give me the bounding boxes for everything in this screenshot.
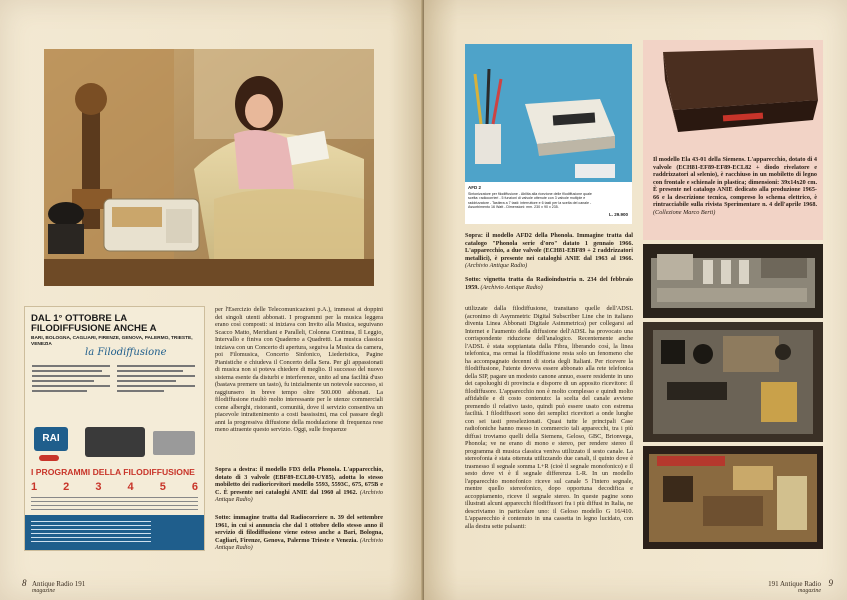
right-body-text: utilizzate dalla filodiffusione, transitano quelle dell'ADSL (acronimo di Asymmetric Digital Subscriber Line che in italiano diventa Linea Abbonati Digitale Asimmetrica) per collegarsi ad Internet e l'aumento della diffusione dell'ADSL ha provocato una corrispondente riduzione dell'analogico. Recentemente anche l'ADSL è stata soppiantata dalla Fibra, liberando così, la linea telefonica, ma ormai la filodiffusione resta solo un fenomeno che ha accompagnato decenni di storia degli Italiani. Per ricevere la filodiffusione, l'utente doveva essere abbonato alla rete telefonica della SIP, pagare un modesto canone annuo, essere residente in uno dei capoluoghi di provincia e disporre di un apposito ricevitore: il filodiffusore. L'apparecchio non è molto complesso e quindi molto affidabile e di costo contenuto: la scelta del canale avviene premendo il relativo tasto, quindi può essere usato con estrema facilità. I filodiffusori sono dei semplici ricevitori a onde lunghe con sei tasti preselezionati. Quasi tutte le principali Case radiofoniche hanno messo in commercio tali apparecchi, tra i più diffusi troviamo quelli della Siemens, Geloso, GBC, Brionvega, Phonola; ve ne erano di mono e stereo, per rendere stereo il programma di musica classica veniva utilizzato il sesto canale. La stereofonia è stata ottenuta utilizzando due canali, il quinto dove è trasmesso il segnale somma L+R (cioè il segnale monofonico) e il sesto dove vi è il segnale differenza L-R. In un modello l'apparecchio monofonico riceve sul canale 5 l'intero segnale, mentre quello stereofonico, dopo opportuna decodifica e accoppiamento, riceve il segnale stereo. In queste pagine sono illustrati alcuni apparecchi filodiffusori fra i più diffusi in Italia, ne descriviamo in particolare uno: il Geloso modello G 16/410. L'apparecchio è contenuto in una cassetta in legno lucidato, con alla destra sette pulsanti: bbox=[465, 305, 633, 530]
caption-afd2: Sopra: il modello AFD2 della Phonola. Immagine tratta dal catalogo "Phonola serie d'oro" datato 1 gennaio 1966. L'apparecchio, a due valvole (ECH81-EBF89 + 2 raddrizzatori metallici), è presente nei cataloghi ANIE dal 1963 al 1966. (Archivio Antique Radio) bbox=[465, 232, 633, 269]
caption-credit: (Archivio Antique Radio) bbox=[465, 262, 528, 269]
program-number: 1 bbox=[31, 481, 38, 493]
footer-magazine: magazine bbox=[32, 588, 55, 594]
ad-body-text-left bbox=[32, 362, 110, 422]
caption-credit: (Archivio Antique Radio) bbox=[215, 488, 384, 503]
program-number: 4 bbox=[127, 481, 134, 493]
ad-phone-icon bbox=[39, 455, 59, 461]
footer-magazine: magazine bbox=[798, 588, 821, 594]
caption-credit: (Collezione Marco Berti) bbox=[653, 208, 716, 216]
photo-chassis-3 bbox=[643, 446, 823, 549]
ad-device-icon bbox=[153, 431, 195, 455]
rai-logo: RAI bbox=[34, 427, 68, 451]
footer-title: Antique Radio 191 bbox=[32, 580, 86, 588]
afd2-label: AFD 2 bbox=[468, 185, 482, 190]
footer-title: 191 Antique Radio bbox=[768, 580, 821, 588]
photo-woman-reading bbox=[44, 49, 374, 286]
photo-chassis-2 bbox=[643, 322, 823, 442]
ad-radio-icon bbox=[85, 427, 145, 457]
afd2-description: Sintonizzatore per filodiffusione - Abilita alla ricezione delle filodiffusione quale scelta: radiocorrieri - 5 funzioni di valvole ottenute con 3 valvole multiple e raddrizzatore - Tastiera a 7 tasti: interruttore e 6 tasti per la scelta del canale - Assorbimento 16 Watt - Dimensioni: mm. 230 x 90 x 235. bbox=[468, 192, 592, 210]
program-number: 3 bbox=[95, 481, 102, 493]
caption-fd3: Sopra a destra: il modello FD3 della Phonola. L'apparecchio, dotato di 3 valvole (EBF89-ECL80-UY85), adotta lo stesso mobiletto dei radioricevitori modello 5593, 5593C, 675, 675B e C. È presente nei cataloghi ANIE dal 1960 al 1962. (Archivio Antique Radio) bbox=[215, 466, 384, 503]
caption-credit: (Archivio Antique Radio) bbox=[480, 283, 543, 291]
left-body-text: per l'Esercizio delle Telecomunicazioni p.A.), immessi ai doppini dei singoli utenti abbonati. I programmi per la musica leggera erano così composti: si iniziava con Invito alla Musica, seguivano Scacco Matto, Meridiani e Paralleli, Colonna Continua, Il Leggio, Intervallo e finiva con Quaderno a Quadretti. La musica classica iniziava con un Concerto di apertura, seguiva la Musica da camera, poi Filomusica, Concerto Sinfonico, Liederistica, Pagine Pianistiche e chiudeva il Concerto della Sera. Per gli appassionati di musica non si poteva chiedere di meglio. Il successo del nuovo sistema esente da disturbi e interferenze, unito ad una facilità d'uso (bastava premere un tasto), fu inizialmente un notevole successo, si raggiunsero in breve tempo oltre 500.000 abbonati. La filodiffusione risultò molto interessante per le utenze commerciali come alberghi, ristoranti, comunità, dove il servizio consentiva un piacevole intrattenimento a costi bassissimi, ma col passare degli anni la progressiva diffusione della modulazione di frequenza rese meno attraente questo servizio. Oggi, sulle frequenze bbox=[215, 306, 383, 433]
caption-radiocorriere: Sotto: immagine tratta dal Radiocorriere n. 39 del settembre 1961, in cui si annuncia che dal 1 ottobre dello stesso anno il servizio di filodiffusione viene esteso anche a Bari, Bologna, Cagliari, Firenze, Genova, Palermo Trieste e Venezia. (Archivio Antique Radio) bbox=[215, 514, 384, 551]
ad-blue-footer bbox=[25, 515, 204, 550]
ad-program-lines bbox=[31, 497, 198, 513]
caption-vignetta: Sotto: vignetta tratta da Radioindustria n. 234 del febbraio 1959. (Archivio Antique Radio) bbox=[465, 276, 633, 291]
footer-left bbox=[32, 580, 85, 594]
ad-cities: BARI, BOLOGNA, CAGLIARI, FIRENZE, GENOVA, PALERMO, TRIESTE, VENEZIA bbox=[31, 336, 193, 347]
caption-siemens: Il modello Ela 43-01 della Siemens. L'apparecchio, dotato di 4 valvole (ECH81-EF89-EF89-ECL82 + diodo rivelatore e raddrizzatori al selenio), è racchiuso in un mobiletto di legno con frontale e schienale in plastica; dimensioni: 39x14x20 cm. È presente nel catalogo ANIE dedicato alla produzione 1965-66 e la descrizione tecnica, compreso lo schema elettrico, è rintracciabile sulla rivista Sperimentare n. 4 dell'aprile 1968. (Collezione Marco Berti) bbox=[653, 156, 817, 216]
program-number: 2 bbox=[63, 481, 70, 493]
afd2-price: L. 29.900 bbox=[608, 212, 628, 217]
siemens-box bbox=[643, 40, 823, 240]
caption-credit: (Archivio Antique Radio) bbox=[215, 536, 384, 551]
footer-right bbox=[768, 580, 821, 594]
photo-afd2-catalog bbox=[465, 44, 632, 224]
ad-body-text-right bbox=[117, 362, 195, 422]
page-number-left: 8 bbox=[22, 578, 27, 588]
ad-headline: DAL 1° OTTOBRE LA FILODIFFUSIONE ANCHE A bbox=[31, 313, 157, 334]
ad-programs-title: I PROGRAMMI DELLA FILODIFFUSIONE bbox=[31, 467, 195, 477]
filodiffusione-ad bbox=[24, 306, 205, 551]
right-page bbox=[424, 0, 847, 600]
photo-chassis-1 bbox=[643, 244, 823, 318]
ad-program-numbers bbox=[31, 481, 198, 493]
program-number: 6 bbox=[191, 481, 198, 493]
left-page bbox=[0, 0, 423, 600]
ad-script-word: la Filodiffusione bbox=[85, 347, 167, 358]
program-number: 5 bbox=[159, 481, 166, 493]
page-number-right: 9 bbox=[828, 578, 833, 588]
